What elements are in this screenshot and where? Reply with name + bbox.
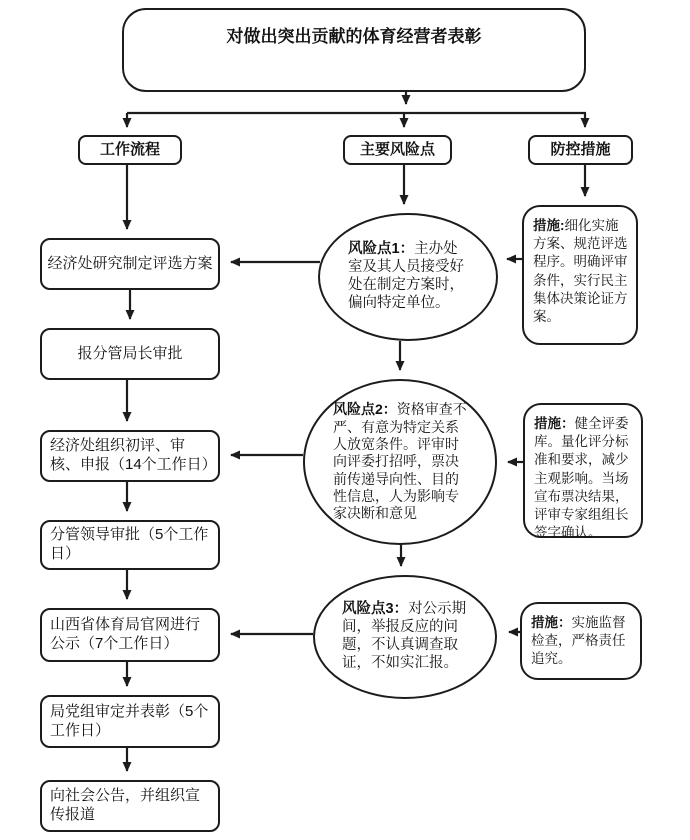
process-step-3 [40, 430, 220, 482]
process-step-6 [40, 695, 220, 748]
process-step-7-text: 向社会公告，并组织宣传报道 [50, 787, 201, 823]
measure-2-text [534, 415, 633, 543]
column-header-risk-label: 主要风险点 [359, 140, 435, 158]
measure-1-text [533, 217, 628, 326]
measure-1-label: 措施: [533, 218, 565, 233]
measure-3 [520, 602, 642, 680]
process-step-5-text: 山西省体育局官网进行公示（7个工作日） [50, 616, 201, 652]
measure-3-body: 实施监督检查，严格责任追究。 [531, 615, 626, 667]
risk-point-2-text [333, 401, 467, 523]
risk-point-1 [318, 213, 498, 341]
measure-2-body: 健全评委库。量化评分标准和要求，减少主观影响。当场宣布票决结果，评审专家组组长签字确认。 [534, 416, 629, 541]
measure-2 [523, 403, 643, 541]
risk-point-1-body: 主办处室及其人员接受好处在制定方案时，偏向特定单位。 [348, 241, 464, 311]
risk-point-2-body: 资格审查不严、有意为特定关系人放宽条件。评审时向评委打招呼，票决前传递导向性、目的性信息，人为影响专家决断和意见 [333, 401, 467, 522]
measure-3-text [531, 614, 632, 669]
risk-point-1-label: 风险点1： [348, 241, 415, 258]
risk-point-1-text [348, 241, 468, 313]
process-step-4 [40, 520, 220, 570]
risk-point-3-label: 风险点3： [342, 601, 409, 618]
process-step-1 [40, 238, 220, 290]
column-header-process-label: 工作流程 [99, 140, 160, 158]
risk-point-3-text [342, 601, 468, 673]
process-step-2 [40, 328, 220, 380]
flowchart-title [122, 8, 586, 92]
column-header-measure [528, 135, 633, 165]
process-step-4-text: 分管领导审批（5个工作日） [50, 526, 209, 562]
process-step-1-text: 经济处研究制定评选方案 [47, 254, 213, 272]
risk-point-3 [313, 575, 497, 699]
process-step-3-text: 经济处组织初评、审核、申报（14个工作日） [50, 437, 217, 473]
column-header-process [78, 135, 182, 165]
process-step-6-text: 局党组审定并表彰（5个工作日） [50, 702, 209, 739]
process-step-5 [40, 608, 220, 662]
process-step-2-text: 报分管局长审批 [77, 344, 183, 362]
risk-point-2 [303, 379, 497, 545]
measure-3-label: 措施： [531, 615, 572, 630]
measure-1-body: 细化实施方案、规范评选程序。明确评审条件，实行民主集体决策论证方案。 [533, 218, 628, 325]
measure-2-label: 措施： [534, 416, 575, 431]
process-step-7 [40, 780, 220, 832]
risk-point-3-body: 对公示期间，举报反应的问题，不认真调查取证，不如实汇报。 [342, 601, 467, 671]
measure-1 [522, 205, 638, 345]
flowchart-title-text: 对做出突出贡献的体育经营者表彰 [226, 27, 482, 47]
risk-point-2-label: 风险点2： [333, 401, 397, 418]
column-header-risk [343, 135, 452, 165]
column-header-measure-label: 防控措施 [550, 140, 611, 158]
